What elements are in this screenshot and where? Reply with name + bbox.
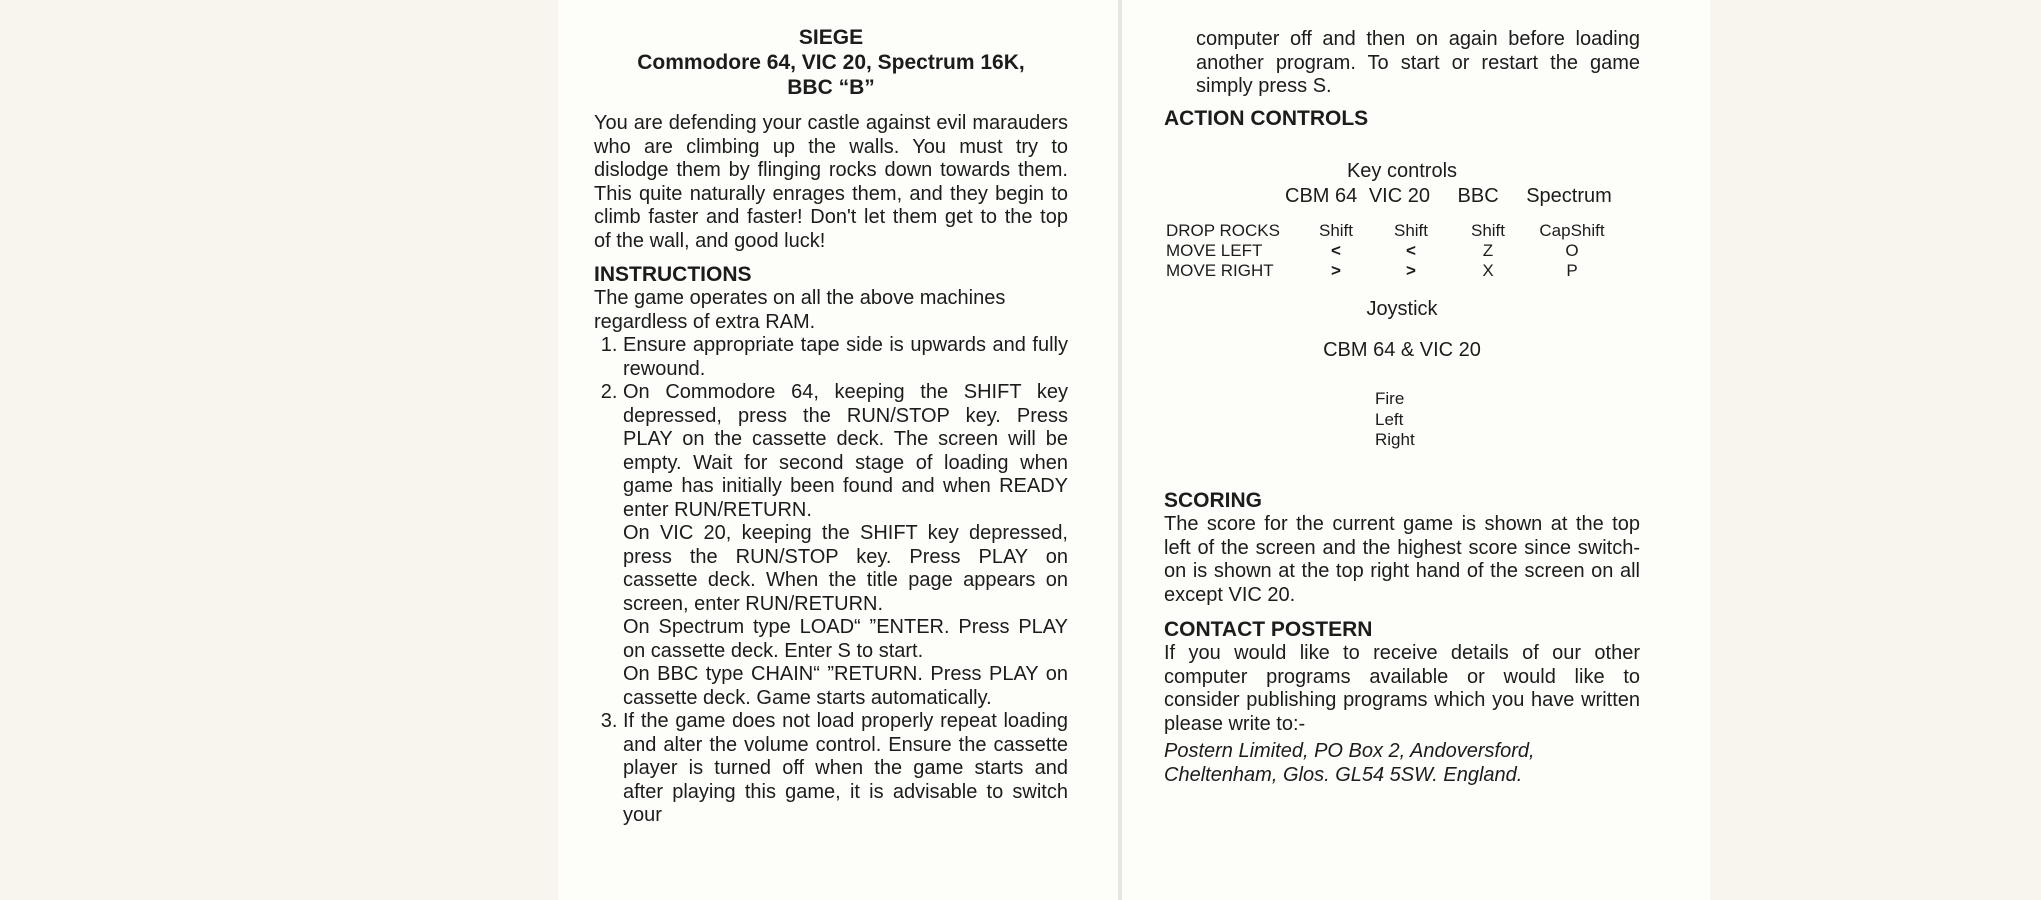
- joystick-fire: Fire: [1375, 389, 1405, 408]
- cell-spectrum: P: [1566, 261, 1578, 280]
- instruction-step-2: [623, 381, 1068, 710]
- contact-heading: CONTACT POSTERN: [1164, 618, 1373, 641]
- platform-list-line1: Commodore 64, VIC 20, Spectrum 16K,: [637, 51, 1025, 74]
- action-controls-heading: ACTION CONTROLS: [1164, 106, 1369, 130]
- address-line-2: Cheltenham, Glos. GL54 5SW. England.: [1164, 764, 1523, 786]
- column-cbm64: CBM 64: [1285, 185, 1358, 207]
- column-vic20: VIC 20: [1368, 185, 1430, 207]
- address-line-1: Postern Limited, PO Box 2, Andoversford,: [1164, 740, 1535, 762]
- cell-vic: <: [1406, 241, 1416, 260]
- scoring-paragraph: The score for the current game is shown at the top left of the screen and the highest score since switch-on is shown at the top right hand of the screen on all except VIC 20.: [1164, 513, 1640, 606]
- cell-cbm: Shift: [1318, 221, 1354, 240]
- key-controls-label: Key controls: [1346, 160, 1458, 182]
- table-row: [1166, 261, 1626, 281]
- row-label: MOVE LEFT: [1166, 241, 1263, 260]
- joystick-right: Right: [1375, 430, 1415, 449]
- instructions-intro: The game operates on all the above machines regardless of extra RAM.: [594, 287, 1006, 333]
- column-spectrum: Spectrum: [1526, 185, 1612, 207]
- scoring-heading: SCORING: [1164, 489, 1263, 512]
- platform-list-line2: BBC “B”: [787, 76, 875, 99]
- cell-cbm: >: [1331, 261, 1341, 280]
- cell-spectrum: O: [1565, 241, 1579, 260]
- instructions-list: [594, 334, 1068, 828]
- step2-commodore: 2. On Commodore 64, keeping the SHIFT key depressed, press the RUN/STOP key. Press PLAY on the cassette deck. The screen will be empty. Wait for second stage of loading when game has initially been found and when READY enter RUN/RETURN.: [623, 381, 1068, 521]
- left-column: [594, 0, 1068, 828]
- cell-cbm: <: [1331, 241, 1341, 260]
- contact-paragraph: If you would like to receive details of our other computer programs available or would like to consider publishing programs which you have written please write to:-: [1164, 642, 1640, 735]
- joystick-left: Left: [1375, 409, 1404, 429]
- step2-spectrum: On Spectrum type LOAD“ ”ENTER. Press PLAY on cassette deck. Enter S to start.: [623, 616, 1068, 662]
- continued-text: computer off and then on again before loading another program. To start or restart the game simply press S.: [1196, 28, 1640, 97]
- cell-vic: >: [1406, 261, 1416, 280]
- cell-vic: Shift: [1393, 221, 1429, 240]
- instruction-step-1: 1. Ensure appropriate tape side is upwards and fully rewound.: [623, 334, 1068, 381]
- cell-bbc: Z: [1482, 241, 1494, 260]
- cell-bbc: Shift: [1470, 221, 1506, 240]
- column-bbc: BBC: [1457, 185, 1499, 207]
- joystick-label: Joystick: [1366, 298, 1438, 320]
- document-title: SIEGE: [798, 26, 864, 49]
- joystick-machines: CBM 64 & VIC 20: [1323, 339, 1481, 361]
- row-label: MOVE RIGHT: [1166, 261, 1274, 280]
- step2-bbc: On BBC type CHAIN“ ”RETURN. Press PLAY on cassette deck. Game starts automatically.: [623, 663, 1068, 709]
- step2-vic20: On VIC 20, keeping the SHIFT key depressed, press the RUN/STOP key. Press PLAY on cassette deck. When the title page appears on screen, enter RUN/RETURN.: [623, 522, 1068, 615]
- key-controls-table: [1166, 221, 1626, 281]
- right-column: [1164, 0, 1640, 786]
- table-row: [1166, 221, 1626, 241]
- intro-paragraph: You are defending your castle against evil marauders who are climbing up the walls. You must try to dislodge them by flinging rocks down towards them. This quite naturally enrages them, and they begin to climb faster and faster! Don't let them get to the top of the wall, and good luck!: [594, 112, 1068, 252]
- cell-bbc: X: [1482, 261, 1494, 280]
- key-controls-columns: [1285, 185, 1612, 208]
- instruction-step-3: 3. If the game does not load properly repeat loading and alter the volume control. Ensure the cassette player is turned off when the game starts and after playing this game, it is advisable to switch your: [623, 710, 1068, 828]
- row-label: DROP ROCKS: [1166, 221, 1280, 240]
- table-row: [1166, 241, 1626, 261]
- instructions-heading: INSTRUCTIONS: [594, 263, 752, 286]
- cell-spectrum: CapShift: [1539, 221, 1605, 240]
- joystick-actions: [1375, 389, 1415, 451]
